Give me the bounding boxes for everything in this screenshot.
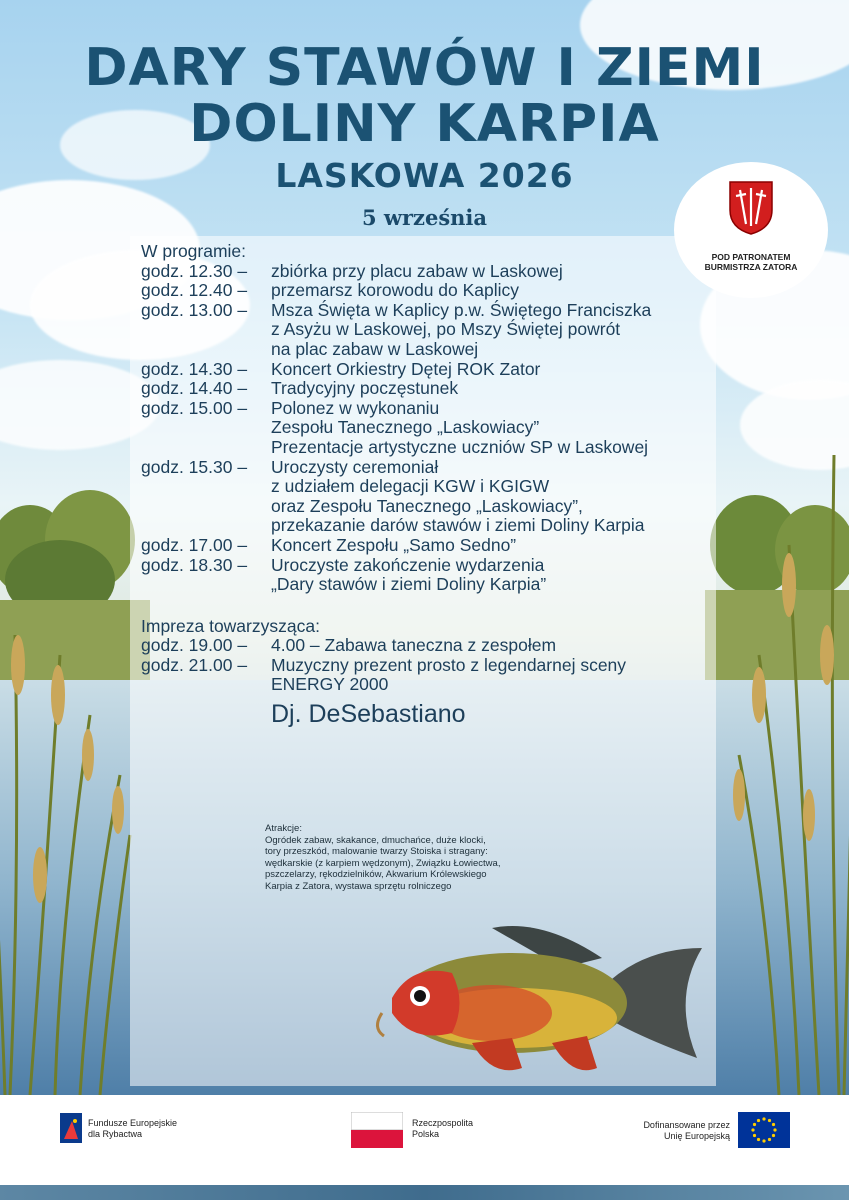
side-event-heading: Impreza towarzysząca:	[141, 615, 320, 636]
schedule-description	[271, 379, 458, 399]
footer-logos	[0, 1095, 849, 1185]
schedule-item	[141, 379, 721, 399]
schedule-line: Prezentacje artystyczne uczniów SP w Laskowej	[271, 436, 649, 457]
schedule-line: Muzyczny prezent prosto z legendarnej sceny	[271, 654, 627, 675]
logo3-line2: Unię Europejską	[663, 1131, 730, 1141]
title-line-2: DOLINY KARPIA	[189, 94, 660, 154]
schedule-item	[141, 536, 721, 556]
schedule-line: ENERGY 2000	[271, 674, 389, 695]
schedule-line: Zespołu Tanecznego „Laskowiacy”	[271, 417, 540, 438]
schedule-description	[271, 656, 626, 695]
footer-strip	[0, 1185, 849, 1200]
polish-flag-icon	[351, 1112, 403, 1148]
attractions-line: pszczelarzy, rękodzielników, Akwarium Królewskiego	[265, 869, 487, 880]
schedule-item	[141, 399, 721, 458]
program-heading: W programie:	[141, 241, 247, 261]
schedule-time: godz. 17.00 –	[141, 534, 248, 555]
schedule-time: godz. 15.00 –	[141, 397, 248, 418]
schedule-time: godz. 14.40 –	[141, 378, 248, 399]
schedule-item	[141, 360, 721, 380]
schedule-item	[141, 458, 721, 536]
schedule-time: godz. 14.30 –	[141, 358, 248, 379]
schedule-line: na plac zabaw w Laskowej	[271, 338, 479, 359]
logo1-line1: Fundusze Europejskie	[88, 1118, 178, 1128]
schedule-time: godz. 12.30 –	[141, 260, 248, 281]
schedule-line: Tradycyjny poczęstunek	[271, 378, 459, 399]
schedule-line: „Dary stawów i ziemi Doliny Karpia”	[271, 574, 547, 595]
schedule-line: przekazanie darów stawów i ziemi Doliny Karpia	[271, 515, 645, 536]
schedule-time: godz. 12.40 –	[141, 280, 248, 301]
badge-line-2: BURMISTRZA ZATORA	[704, 262, 798, 272]
logo2-line2: Polska	[412, 1129, 440, 1139]
schedule-description	[271, 399, 648, 458]
schedule-item	[141, 301, 721, 360]
schedule-line: Msza Święta w Kaplicy p.w. Świętego Franciszka	[271, 299, 652, 320]
dj-name: Dj. DeSebastiano	[271, 700, 466, 729]
schedule-item	[141, 281, 721, 301]
coat-of-arms-icon	[728, 180, 774, 236]
schedule-item	[141, 656, 721, 695]
attractions-line: Karpia z Zatora, wystawa sprzętu rolniczego	[265, 880, 452, 892]
schedule-description	[271, 360, 540, 380]
schedule-line: Koncert Orkiestry Dętej ROK Zator	[271, 358, 541, 379]
schedule-item	[141, 262, 721, 282]
attractions-line: wędkarskie (z karpiem wędzonym), Związku Łowiectwa,	[265, 857, 501, 869]
program-list	[141, 242, 721, 731]
schedule-description	[271, 281, 519, 301]
schedule-description	[271, 556, 546, 595]
schedule-description	[271, 536, 516, 556]
schedule-description	[271, 301, 651, 360]
schedule-line: zbiórka przy placu zabaw w Laskowej	[271, 260, 563, 281]
eu-fisheries-logo-icon	[60, 1113, 82, 1143]
schedule-line: Uroczysty ceremoniał	[271, 456, 439, 477]
schedule-line: Uroczyste zakończenie wydarzenia	[271, 554, 545, 575]
subtitle: LASKOWA 2026	[275, 156, 574, 195]
eu-flag-icon	[738, 1112, 790, 1148]
logo1-line2: dla Rybactwa	[88, 1129, 143, 1139]
schedule-description	[271, 458, 645, 536]
carp-illustration	[372, 918, 702, 1088]
schedule-time: godz. 19.00 –	[141, 635, 248, 656]
badge-line-1: POD PATRONATEM	[711, 252, 791, 262]
schedule-description	[271, 262, 563, 282]
attractions-line: Ogródek zabaw, skakance, dmuchańce, duże klocki,	[265, 834, 486, 846]
logo3-line1: Dofinansowane przez	[643, 1120, 730, 1130]
schedule-line: Polonez w wykonaniu	[271, 397, 440, 418]
attractions	[265, 823, 565, 892]
schedule-time: godz. 18.30 –	[141, 554, 248, 575]
event-date: 5 września	[361, 205, 488, 230]
schedule-time: godz. 15.30 –	[141, 456, 248, 477]
attractions-line: Atrakcje:	[265, 823, 302, 834]
title-line-1: DARY STAWÓW I ZIEMI	[84, 38, 765, 98]
schedule-item	[141, 556, 721, 595]
schedule-item	[141, 636, 721, 656]
logo2-line1: Rzeczpospolita	[412, 1118, 474, 1128]
schedule-line: przemarsz korowodu do Kaplicy	[271, 280, 520, 301]
schedule-description	[271, 636, 556, 656]
schedule-line: Koncert Zespołu „Samo Sedno”	[271, 534, 517, 555]
schedule-line: z Asyżu w Laskowej, po Mszy Świętej powrót	[271, 319, 621, 340]
schedule-time: godz. 21.00 –	[141, 654, 248, 675]
reeds-left	[0, 575, 140, 1095]
reeds-right	[709, 395, 849, 1095]
schedule-line: z udziałem delegacji KGW i KGIGW	[271, 476, 550, 497]
schedule-line: oraz Zespołu Tanecznego „Laskowiacy”,	[271, 495, 583, 516]
schedule-line: 4.00 – Zabawa taneczna z zespołem	[271, 635, 557, 656]
schedule-time: godz. 13.00 –	[141, 299, 248, 320]
attractions-line: tory przeszkód, malowanie twarzy Stoiska i stragany:	[265, 846, 488, 857]
